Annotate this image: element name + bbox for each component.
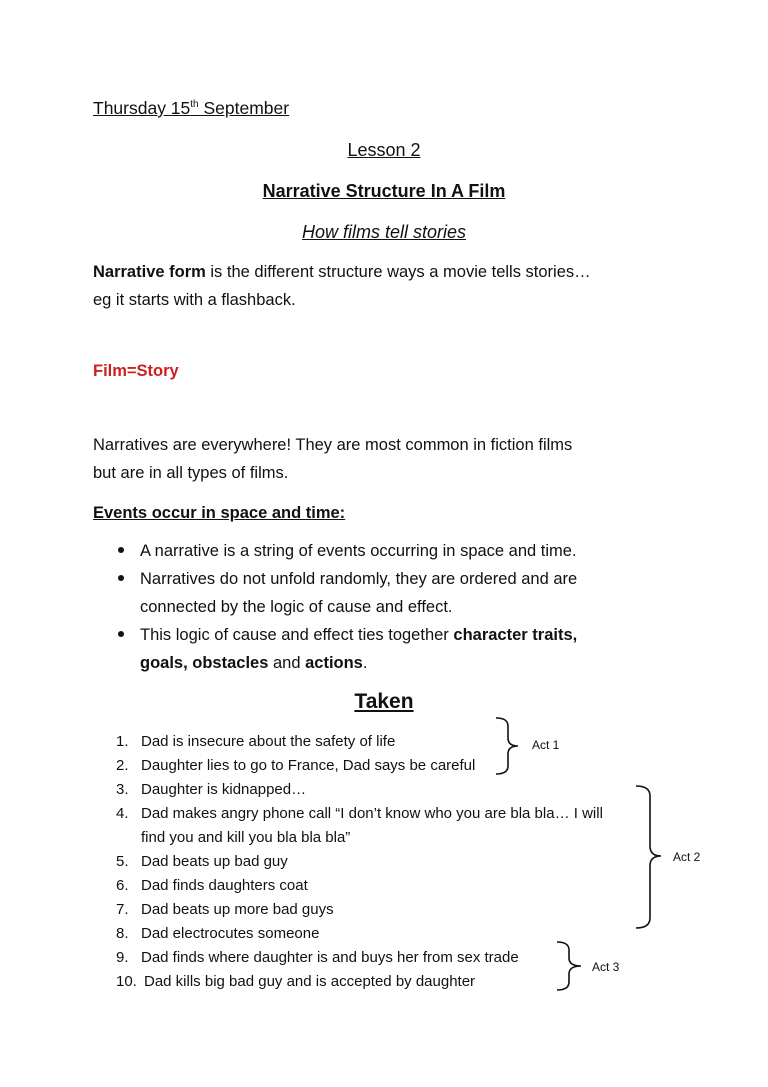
bullet-item: A narrative is a string of events occurring in space and time. (140, 542, 577, 560)
bullet-item: Narratives do not unfold randomly, they are ordered and are (140, 570, 578, 588)
narrative-form-term: Narrative form (93, 263, 206, 281)
act3-label: Act 3 (592, 960, 620, 974)
bullet-dot (118, 575, 124, 581)
narratives-paragraph: Narratives are everywhere! They are most common in fiction films but are in all types of films. (93, 436, 573, 482)
film-story-equation: Film=Story (93, 362, 179, 380)
bullet-item-continuation: goals, obstacles and actions. (140, 654, 368, 672)
bullet-item-continuation: connected by the logic of cause and effect. (140, 598, 453, 616)
events-heading: Events occur in space and time: (93, 504, 346, 522)
act1-label: Act 1 (532, 738, 560, 752)
bullet-dot (118, 547, 124, 553)
lesson-number: Lesson 2 (347, 140, 421, 160)
example-film-title: Taken (354, 690, 414, 713)
act2-bracket (634, 784, 664, 930)
document-subtitle: How films tell stories (301, 222, 467, 242)
document-page: Thursday 15th September Lesson 2 Narrative Structure In A Film How films tell stories Narrative form is the different structure ways a movie tells stories… eg it starts with a flashback. Film=Story Narratives are everywhere! They are most common in fiction films but are in all types of films. Events occur in space and time: A narrative is a string of events occurring in space and time. Narratives do not unfold randomly, they are ordered and are connected by the logic of cause and effect. This logic of cause and effect ties together character traits, goals, obstacles and actions. Taken 1. Dad is insecure about the safety of life 2. Daughter lies to go to France, Dad says be careful 3. Daughter is kidnapped… 4. Dad makes angry phone call “I don’t know who you are bla bla… I will find you and kill you bla bla bla” 5. Dad beats up bad guy 6. Dad finds daughters coat 7. Dad beats up more bad guys 8. Dad electrocutes someone 9. Dad finds where daughter is and buys her from sex trade 10. Dad kills big bad guy and is accepted by daughter Act 1 Act 2 Act 3 (0, 0, 768, 1087)
act2-label: Act 2 (673, 850, 701, 864)
bullet-item: This logic of cause and effect ties together character traits, (140, 626, 578, 644)
narrative-form-definition: Narrative form is the different structure ways a movie tells stories… eg it starts with a flashback. (93, 263, 591, 309)
document-title: Narrative Structure In A Film (262, 181, 506, 201)
act1-bracket (494, 716, 522, 776)
lesson-date: Thursday 15th September (93, 98, 290, 118)
act3-bracket (555, 940, 585, 992)
bullet-dot (118, 631, 124, 637)
